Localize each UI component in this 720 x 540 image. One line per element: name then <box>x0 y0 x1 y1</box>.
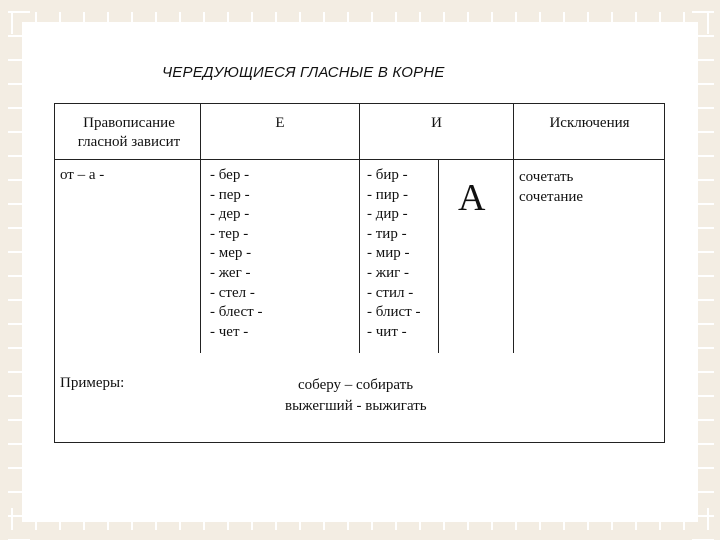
header-i: И <box>431 115 442 131</box>
suffix-a-letter: А <box>458 177 486 219</box>
list-item: - чет - <box>210 323 249 340</box>
list-item: - блист - <box>367 304 421 321</box>
list-item: - пер - <box>210 186 250 203</box>
list-item: - мир - <box>367 245 410 262</box>
table-divider-4 <box>438 160 439 353</box>
list-item: - стел - <box>210 284 255 301</box>
list-item: - чит - <box>367 323 407 340</box>
list-item: - тир - <box>367 225 407 242</box>
list-item: - пир - <box>367 186 409 203</box>
e-roots-list <box>210 166 262 342</box>
table-divider-1 <box>200 103 201 353</box>
table-divider-3 <box>513 103 514 353</box>
list-item: - дир - <box>367 206 408 223</box>
list-item: - блест - <box>210 304 263 321</box>
slide-title: ЧЕРЕДУЮЩИЕСЯ ГЛАСНЫЕ В КОРНЕ <box>162 64 445 81</box>
list-item: - бир - <box>367 167 408 183</box>
list-item: - жиг - <box>367 264 410 281</box>
examples-label: Примеры: <box>60 375 125 391</box>
table-header-divider <box>54 159 665 160</box>
list-item: - стил - <box>367 284 414 301</box>
list-item: - мер - <box>210 245 252 262</box>
dependency-cell: от – а - <box>60 167 105 183</box>
i-roots-list <box>367 166 420 342</box>
header-dependency-line2: гласной зависит <box>77 134 181 150</box>
example-2: выжегший - выжигать <box>285 398 427 414</box>
header-dependency-line1: Правописание <box>83 115 175 131</box>
header-exceptions: Исключения <box>549 115 630 131</box>
exception-2: сочетание <box>519 189 584 205</box>
list-item: - дер - <box>210 206 250 223</box>
list-item: - тер - <box>210 225 249 242</box>
exception-1: сочетать <box>519 169 574 185</box>
list-item: - жег - <box>210 264 251 281</box>
header-e: Е <box>275 115 285 131</box>
table-divider-2 <box>359 103 360 353</box>
list-item: - бер - <box>210 167 250 183</box>
example-1: соберу – собирать <box>298 377 414 393</box>
